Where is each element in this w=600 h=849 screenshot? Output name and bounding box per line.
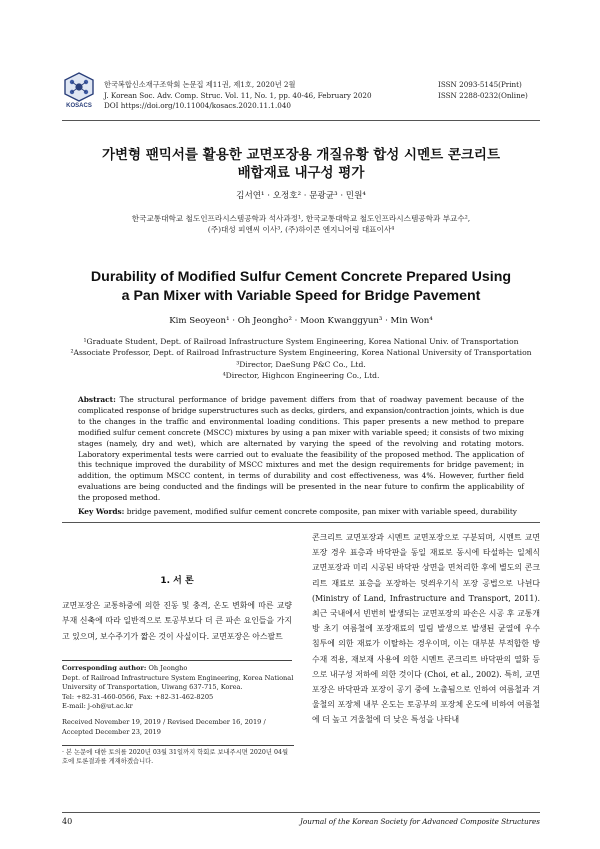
discussion-note: · 본 논문에 대한 토의를 2020년 03월 31일까지 학회로 보내주시면 2020년 04월호에 토론결과를 게재하겠습니다. <box>62 745 294 767</box>
issn-block <box>438 80 528 101</box>
korean-authors: 김서연¹ · 오정호² · 문광균³ · 민원⁴ <box>236 191 366 201</box>
journal-korean-citation: 한국복합신소재구조학회 논문집 제11권, 제1호, 2020년 2월 <box>104 80 296 89</box>
english-title <box>62 268 540 306</box>
korean-affil-line2: (주)대성 피엔씨 이사³, (주)하이콘 엔지니어링 대표이사⁴ <box>207 225 395 234</box>
corresponding-phone: Tel: +82-31-460-0566, Fax: +82-31-462-8205 <box>62 692 214 701</box>
korean-title-line1: 가변형 팬믹서를 활용한 교면포장용 개질유황 합성 시멘트 콘크리트 <box>101 147 501 163</box>
corresponding-author-line <box>62 664 294 674</box>
issn-print: ISSN 2093-5145(Print) <box>438 80 522 89</box>
corresponding-author <box>62 664 294 712</box>
abstract-divider <box>62 522 540 523</box>
logo-label: KOSACS <box>66 103 92 109</box>
kosacs-logo <box>62 72 96 110</box>
issn-online: ISSN 2288-0232(Online) <box>438 90 528 100</box>
abstract <box>78 395 524 504</box>
received-line2: Accepted December 23, 2019 <box>62 727 161 736</box>
received-line1: Received November 19, 2019 / Revised December 16, 2019 / <box>62 718 266 726</box>
hexagon-logo-icon <box>62 72 96 102</box>
english-title-line1: Durability of Modified Sulfur Cement Concrete Prepared Using <box>90 269 512 285</box>
english-authors: Kim Seoyeon¹ · Oh Jeongho² · Moon Kwanggyun³ · Min Won⁴ <box>169 316 433 326</box>
abstract-text: The structural performance of bridge pavement differs from that of roadway pavement because of the complicated response of bridge superstructures such as decks, girders, and expansion/contraction joints, which is due to the changes in the traffic and environmental loading conditions. This paper presents a new method to prepare modified sulfur cement concrete (MSCC) mixtures by using a pan mixer with variable speed; it consists of two mixing stages (namely, dry and wet), which are alternated by varying the speed of the revolving and rotating motors. Laboratory experimental tests were carried out to evaluate the feasibility of the proposed method. The application of this technique improved the durability of MSCC mixtures and met the design requirements for bridge pavement; in addition, the optimum MSCC content, in terms of durability and cost effectiveness, was 4%. However, further field evaluations are being conducted and the findings will be presented in the near future to confirm the applicability of the proposed method. <box>78 395 524 503</box>
korean-title-line2: 배합재료 내구성 평가 <box>237 165 365 181</box>
english-affil-line: ⁴Director, Highcon Engineering Co., Ltd. <box>222 371 380 381</box>
keywords <box>78 507 524 518</box>
corresponding-name: Oh Jeongho <box>148 664 188 672</box>
journal-citation <box>104 80 372 112</box>
journal-footer: Journal of the Korean Society for Advanced Composite Structures <box>300 817 540 826</box>
corresponding-email[interactable]: E-mail: j-oh@ut.ac.kr <box>62 702 133 711</box>
keywords-label: Key Words: <box>78 507 125 516</box>
keywords-text: bridge pavement, modified sulfur cement concrete composite, pan mixer with variable speed, durability <box>126 507 517 516</box>
header-divider <box>62 120 540 121</box>
corresponding-dept: Dept. of Railroad Infrastructure System Engineering, Korea National University of Transportation, Uiwang 637-715, Korea. <box>62 673 294 692</box>
right-column-text: 콘크리트 교면포장과 시멘트 교면포장으로 구분되며, 시멘트 교면포장 경우 표층과 바닥판을 동일 재료로 동시에 타설하는 일체식 교면포장과 미리 시공된 바닥판 상면을 면처리한 후에 별도의 콘크리트 재료로 표층을 포장하는 덧씌우기식 포장 공법으로 나뉜다 (Ministry of Land, Infrastructure and Transport, 2011). 최근 국내에서 빈번히 발생되는 교면포장의 파손은 시공 후 교통개방 초기 여름철에 포장재료의 밀림 발생으로 발생된 균열에 우수 침투에 의한 재료가 이탈하는 경우이며, 이는 대부분 부적합한 방수재 적용, 재보재 사용에 의한 시멘트 콘크리트 바닥판의 열화 등으로 내구성 저하에 의한 것이다 (Choi, et al., 2002). 특히, 교면포장은 바닥판과 포장이 공기 중에 노출됨으로 인하여 여름철과 겨울철의 포장체 내부 온도는 토공부의 포장체 온도에 비하여 여름철에 더 높고 겨울철에 더 낮은 특성을 나타내 <box>312 533 540 725</box>
journal-english-citation: J. Korean Soc. Adv. Comp. Struc. Vol. 11, No. 1, pp. 40-46, February 2020 <box>104 90 372 100</box>
english-title-line2: a Pan Mixer with Variable Speed for Bridge Pavement <box>121 288 481 304</box>
english-affil-line: ¹Graduate Student, Dept. of Railroad Infrastructure System Engineering, Korea National Univ. of Transportation <box>83 337 519 346</box>
received-dates <box>62 718 294 737</box>
english-affiliations <box>62 336 540 382</box>
corresponding-label: Corresponding author: <box>62 664 147 672</box>
english-affil-line: ²Associate Professor, Dept. of Railroad Infrastructure System Engineering, Korea National University of Transportation <box>70 348 532 358</box>
footer-divider <box>62 812 540 813</box>
korean-affil-line1: 한국교통대학교 철도인프라시스템공학과 석사과정¹, 한국교통대학교 철도인프라시스템공학과 부교수², <box>131 214 471 223</box>
section-heading: 1. 서 론 <box>160 576 194 586</box>
left-column-text: 교면포장은 교통하중에 의한 진동 및 충격, 온도 변화에 따른 교량 부재 신축에 따라 일반적으로 토공부보다 더 큰 파손 요인들을 가지고 있으며, 보수주기가 짧은 것이 사실이다. 교면포장은 아스팔트 <box>62 601 292 641</box>
footnote-divider <box>62 660 292 661</box>
korean-title <box>62 146 540 182</box>
doi-link[interactable]: DOI https://doi.org/10.11004/kosacs.2020.11.1.040 <box>104 101 291 110</box>
page-number: 40 <box>62 817 73 826</box>
abstract-label: Abstract: <box>78 395 116 404</box>
english-affil-line: ³Director, DaeSung P&C Co., Ltd. <box>236 359 366 369</box>
korean-affiliations <box>62 213 540 235</box>
